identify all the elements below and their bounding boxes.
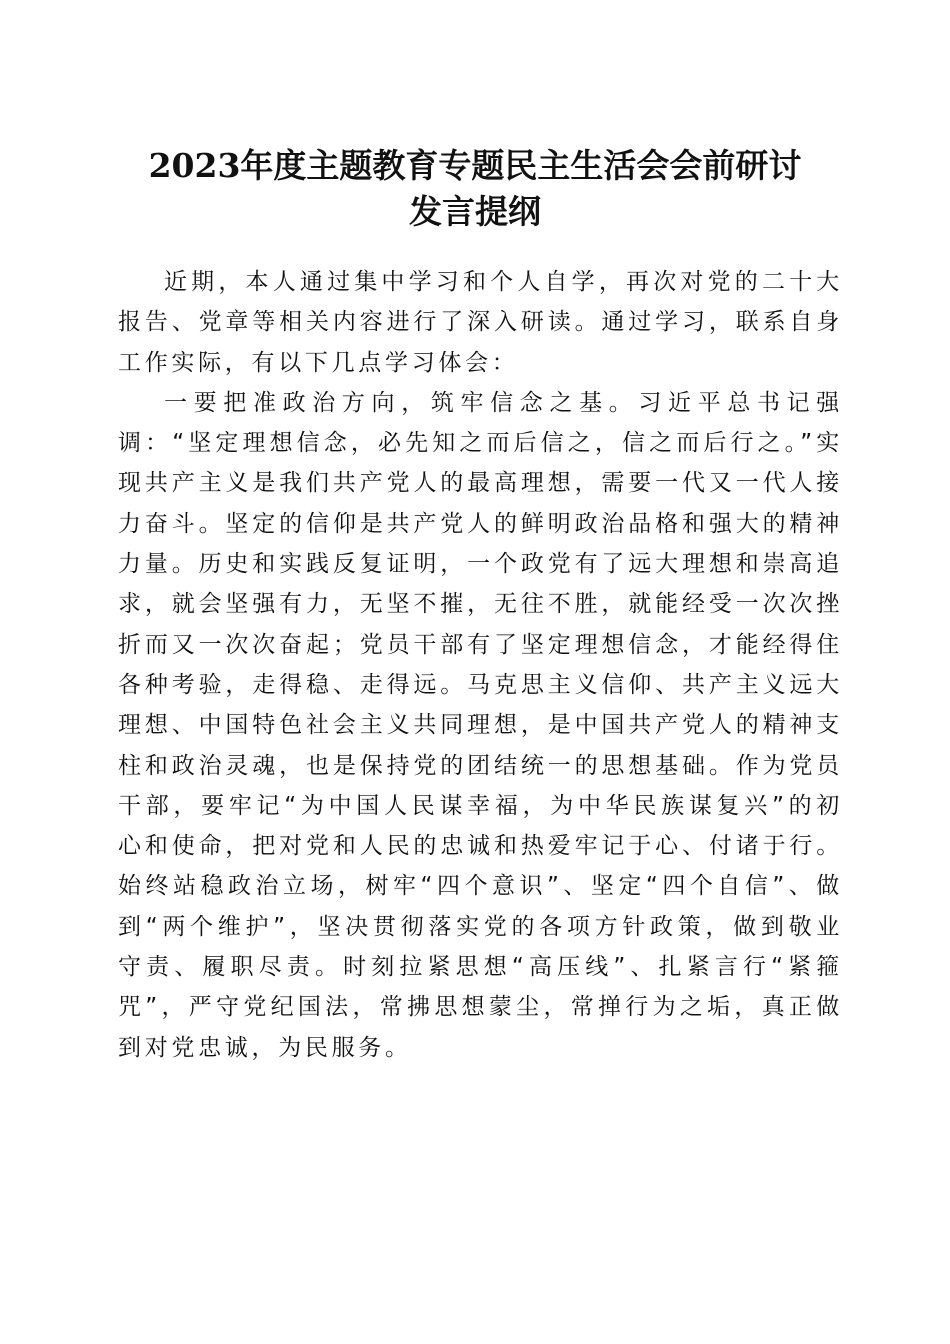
- document-title-line-2: 发言提纲: [409, 192, 541, 231]
- paragraph-intro: 近期，本人通过集中学习和个人自学，再次对党的二十大报告、党章等相关内容进行了深入研读。通过学习，联系自身工作实际，有以下几点学习体会：: [118, 269, 843, 376]
- paragraph-point-1: 一要把准政治方向，筑牢信念之基。习近平总书记强调：“坚定理想信念，必先知之而后信之，信之而后行之。”实现共产主义是我们共产党人的最高理想，需要一代又一代人接力奋斗。坚定的信仰是共产党人的鲜明政治品格和强大的精神力量。历史和实践反复证明，一个政党有了远大理想和崇高追求，就会坚强有力，无坚不摧，无往不胜，就能经受一次次挫折而又一次次奋起；党员干部有了坚定理想信念，才能经得住各种考验，走得稳、走得远。马克思主义信仰、共产主义远大理想、中国特色社会主义共同理想，是中国共产党人的精神支柱和政治灵魂，也是保持党的团结统一的思想基础。作为党员干部，要牢记“为中国人民谋幸福，为中华民族谋复兴”的初心和使命，把对党和人民的忠诚和热爱牢记于心、付诸于行。始终站稳政治立场，树牢“四个意识”、坚定“四个自信”、做到“两个维护”，坚决贯彻落实党的各项方针政策，做到敬业守责、履职尽责。时刻拉紧思想“高压线”、扎紧言行“紧箍咒”，严守党纪国法，常拂思想蒙尘，常掸行为之垢，真正做到对党忠诚，为民服务。: [118, 389, 843, 1061]
- document-body: [118, 262, 843, 1068]
- document-title-line-1: 2023年度主题教育专题民主生活会会前研讨: [148, 146, 802, 185]
